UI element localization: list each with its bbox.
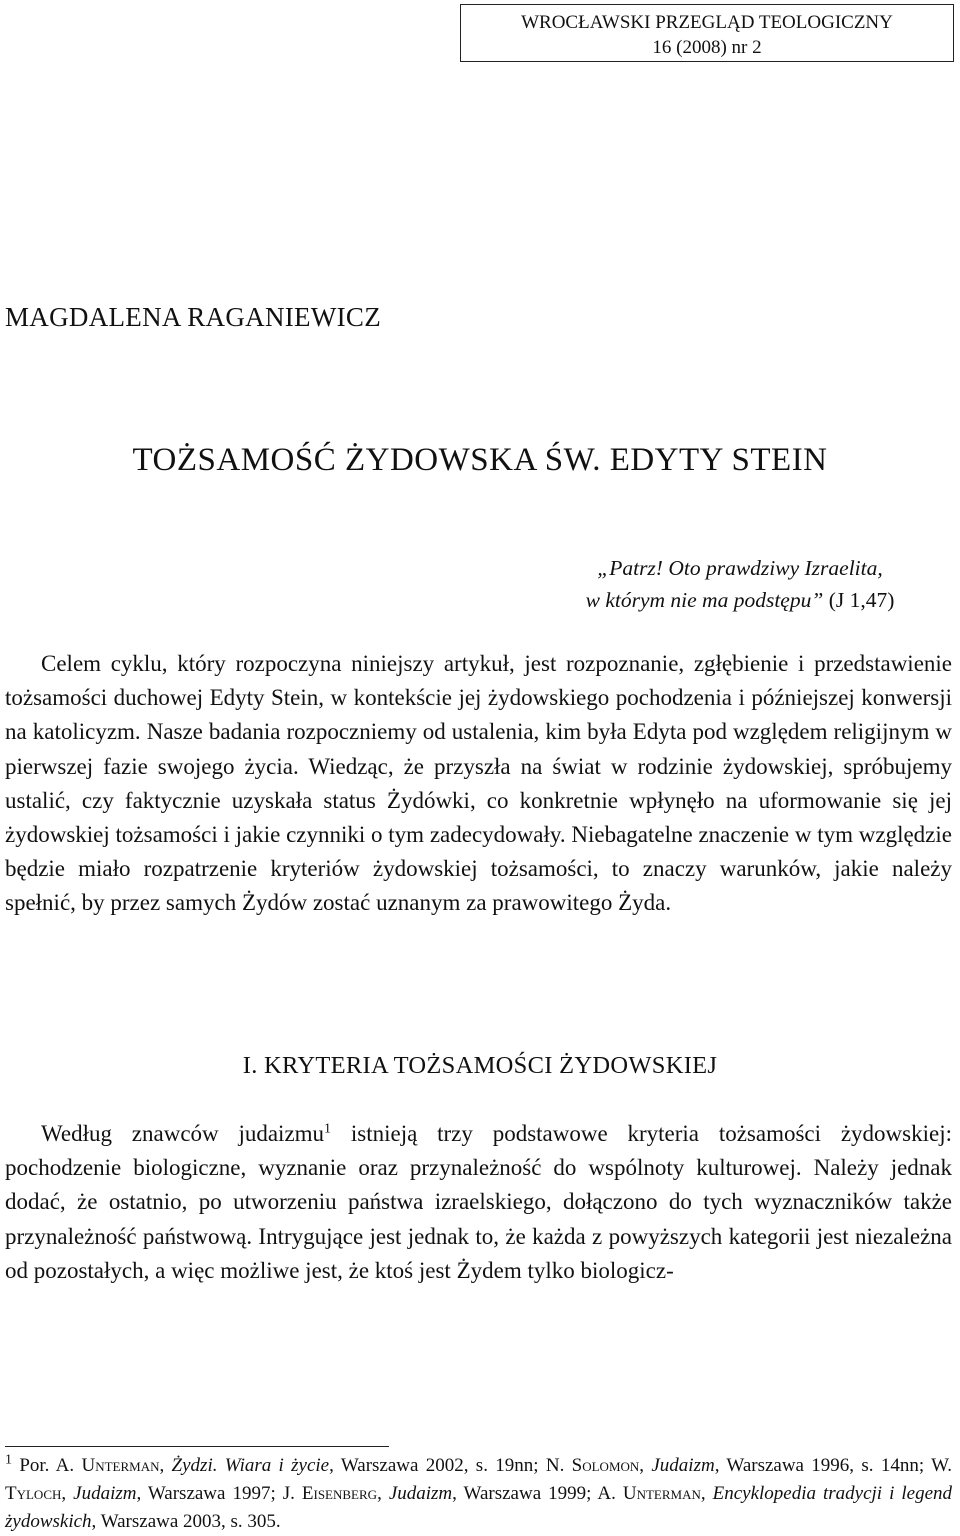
footnote-text — [5, 1452, 953, 1532]
footnote-segment: Judaizm — [651, 1455, 715, 1476]
journal-header — [460, 4, 954, 62]
epigraph-reference: (J 1,47) — [828, 588, 895, 612]
footnote-segment: , — [377, 1483, 389, 1504]
paragraph-start: Według znawców judaizmu — [41, 1121, 325, 1146]
epigraph-quote-end: w którym nie ma podstępu” — [585, 588, 824, 612]
epigraph-line-1: „Patrz! Oto prawdziwy Izraelita, — [597, 556, 883, 580]
footnote-segment: Por. A. — [12, 1455, 82, 1476]
footnote-mark: 1 — [5, 1452, 12, 1468]
journal-name: WROCŁAWSKI PRZEGLĄD TEOLOGICZNY — [521, 12, 893, 33]
paragraph-rest: istnieją trzy podstawowe kryteria tożsamości żydowskiej: pochodzenie biologiczne, wyznanie oraz przynależność do wspólnoty kulturowej. Należy jednak dodać, że ostatnio, po utworzeniu państwa izraelskiego, dołączono do tych wyznaczników także przynależność państwową. Intrygujące jest jednak to, że każda z powyższych kategorii jest niezależna od pozostałych, a więc możliwe jest, że ktoś jest Żydem tylko biologicz- — [5, 1121, 952, 1283]
epigraph — [520, 552, 960, 616]
footnote-segment: , — [159, 1455, 172, 1476]
footnote-segment: Encyklopedia tradycji i legend żydowskich — [5, 1483, 953, 1532]
footnote-segment: Żydzi. Wiara i życie — [171, 1455, 330, 1476]
footnote-segment: Eisenberg — [301, 1483, 378, 1504]
footnote-segment: , Warszawa 2002, s. 19nn; N. — [329, 1455, 572, 1476]
footnote-segment: , — [639, 1455, 652, 1476]
footnote — [5, 1452, 952, 1536]
footnote-reference[interactable]: 1 — [324, 1121, 332, 1137]
epigraph-line-2 — [520, 584, 960, 616]
footnote-segment: , — [61, 1483, 74, 1504]
footnote-segment: Solomon — [571, 1455, 640, 1476]
footnote-segment: , — [700, 1483, 713, 1504]
footnote-segment: , Warszawa 1999; A. — [452, 1483, 623, 1504]
article-title: TOŻSAMOŚĆ ŻYDOWSKA ŚW. EDYTY STEIN — [132, 442, 828, 478]
footnote-segment: Judaizm — [73, 1483, 137, 1504]
body-paragraph — [5, 1117, 952, 1288]
footnote-segment: Unterman — [622, 1483, 701, 1504]
section-heading: I. KRYTERIA TOŻSAMOŚCI ŻYDOWSKIEJ — [242, 1052, 718, 1079]
intro-paragraph: Celem cyklu, który rozpoczyna niniejszy artykuł, jest rozpoznanie, zgłębienie i przedstawienie tożsamości duchowej Edyty Stein, w kontekście jej żydowskiego pochodzenia i późniejszej konwersji na katolicyzm. Nasze badania rozpoczniemy od ustalenia, kim była Edyta pod względem religijnym w pierwszej fazie swojego życia. Wiedząc, że przyszła na świat w rodzinie żydowskiej, spróbujemy ustalić, czy faktycznie uzyskała status Żydówki, co konkretnie wpłynęło na uformowanie się jej żydowskiej tożsamości i jakie czynniki o tym zadecydowały. Niebagatelne znaczenie w tym względzie będzie miało rozpatrzenie kryteriów żydowskiej tożsamości, to znaczy warunków, jakie należy spełnić, by przez samych Żydów zostać uznanym za prawowitego Żyda. — [5, 651, 952, 916]
footnote-segment: Judaizm — [388, 1483, 453, 1504]
footnote-segment: , Warszawa 1996, s. 14nn; W. — [714, 1455, 953, 1476]
footnote-divider — [5, 1446, 389, 1447]
author-name: MAGDALENA RAGANIEWICZ — [5, 302, 382, 332]
journal-issue: 16 (2008) nr 2 — [652, 37, 762, 58]
footnote-segment: , Warszawa 2003, s. 305. — [91, 1511, 281, 1532]
footnote-segment: Tyloch — [5, 1483, 62, 1504]
footnote-segment: Unterman — [81, 1455, 160, 1476]
footnote-segment: , Warszawa 1997; J. — [136, 1483, 302, 1504]
